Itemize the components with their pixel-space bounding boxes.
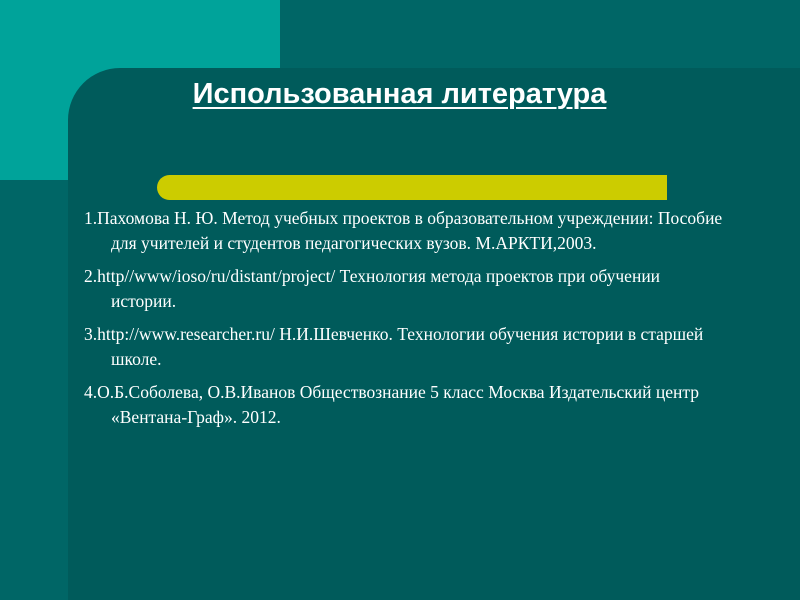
reference-item-1: 1.Пахомова Н. Ю. Метод учебных проектов в образовательном учреждении: Пособие для учителей и студентов педагогических вузов. М.АРКТИ,2003. — [84, 208, 723, 253]
accent-bar — [157, 175, 667, 200]
slide-title: Использованная литература — [192, 78, 607, 110]
reference-item-2: 2.http//www/ioso/ru/distant/project/ Технология метода проектов при обучении истории. — [84, 266, 661, 311]
reference-list — [84, 206, 724, 438]
reference-item-3: 3.http://www.researcher.ru/ Н.И.Шевченко. Технологии обучения истории в старшей школе. — [84, 324, 704, 369]
reference-item-4: 4.О.Б.Соболева, О.В.Иванов Обществознание 5 класс Москва Издательский центр «Вентана-Граф». 2012. — [84, 382, 700, 427]
